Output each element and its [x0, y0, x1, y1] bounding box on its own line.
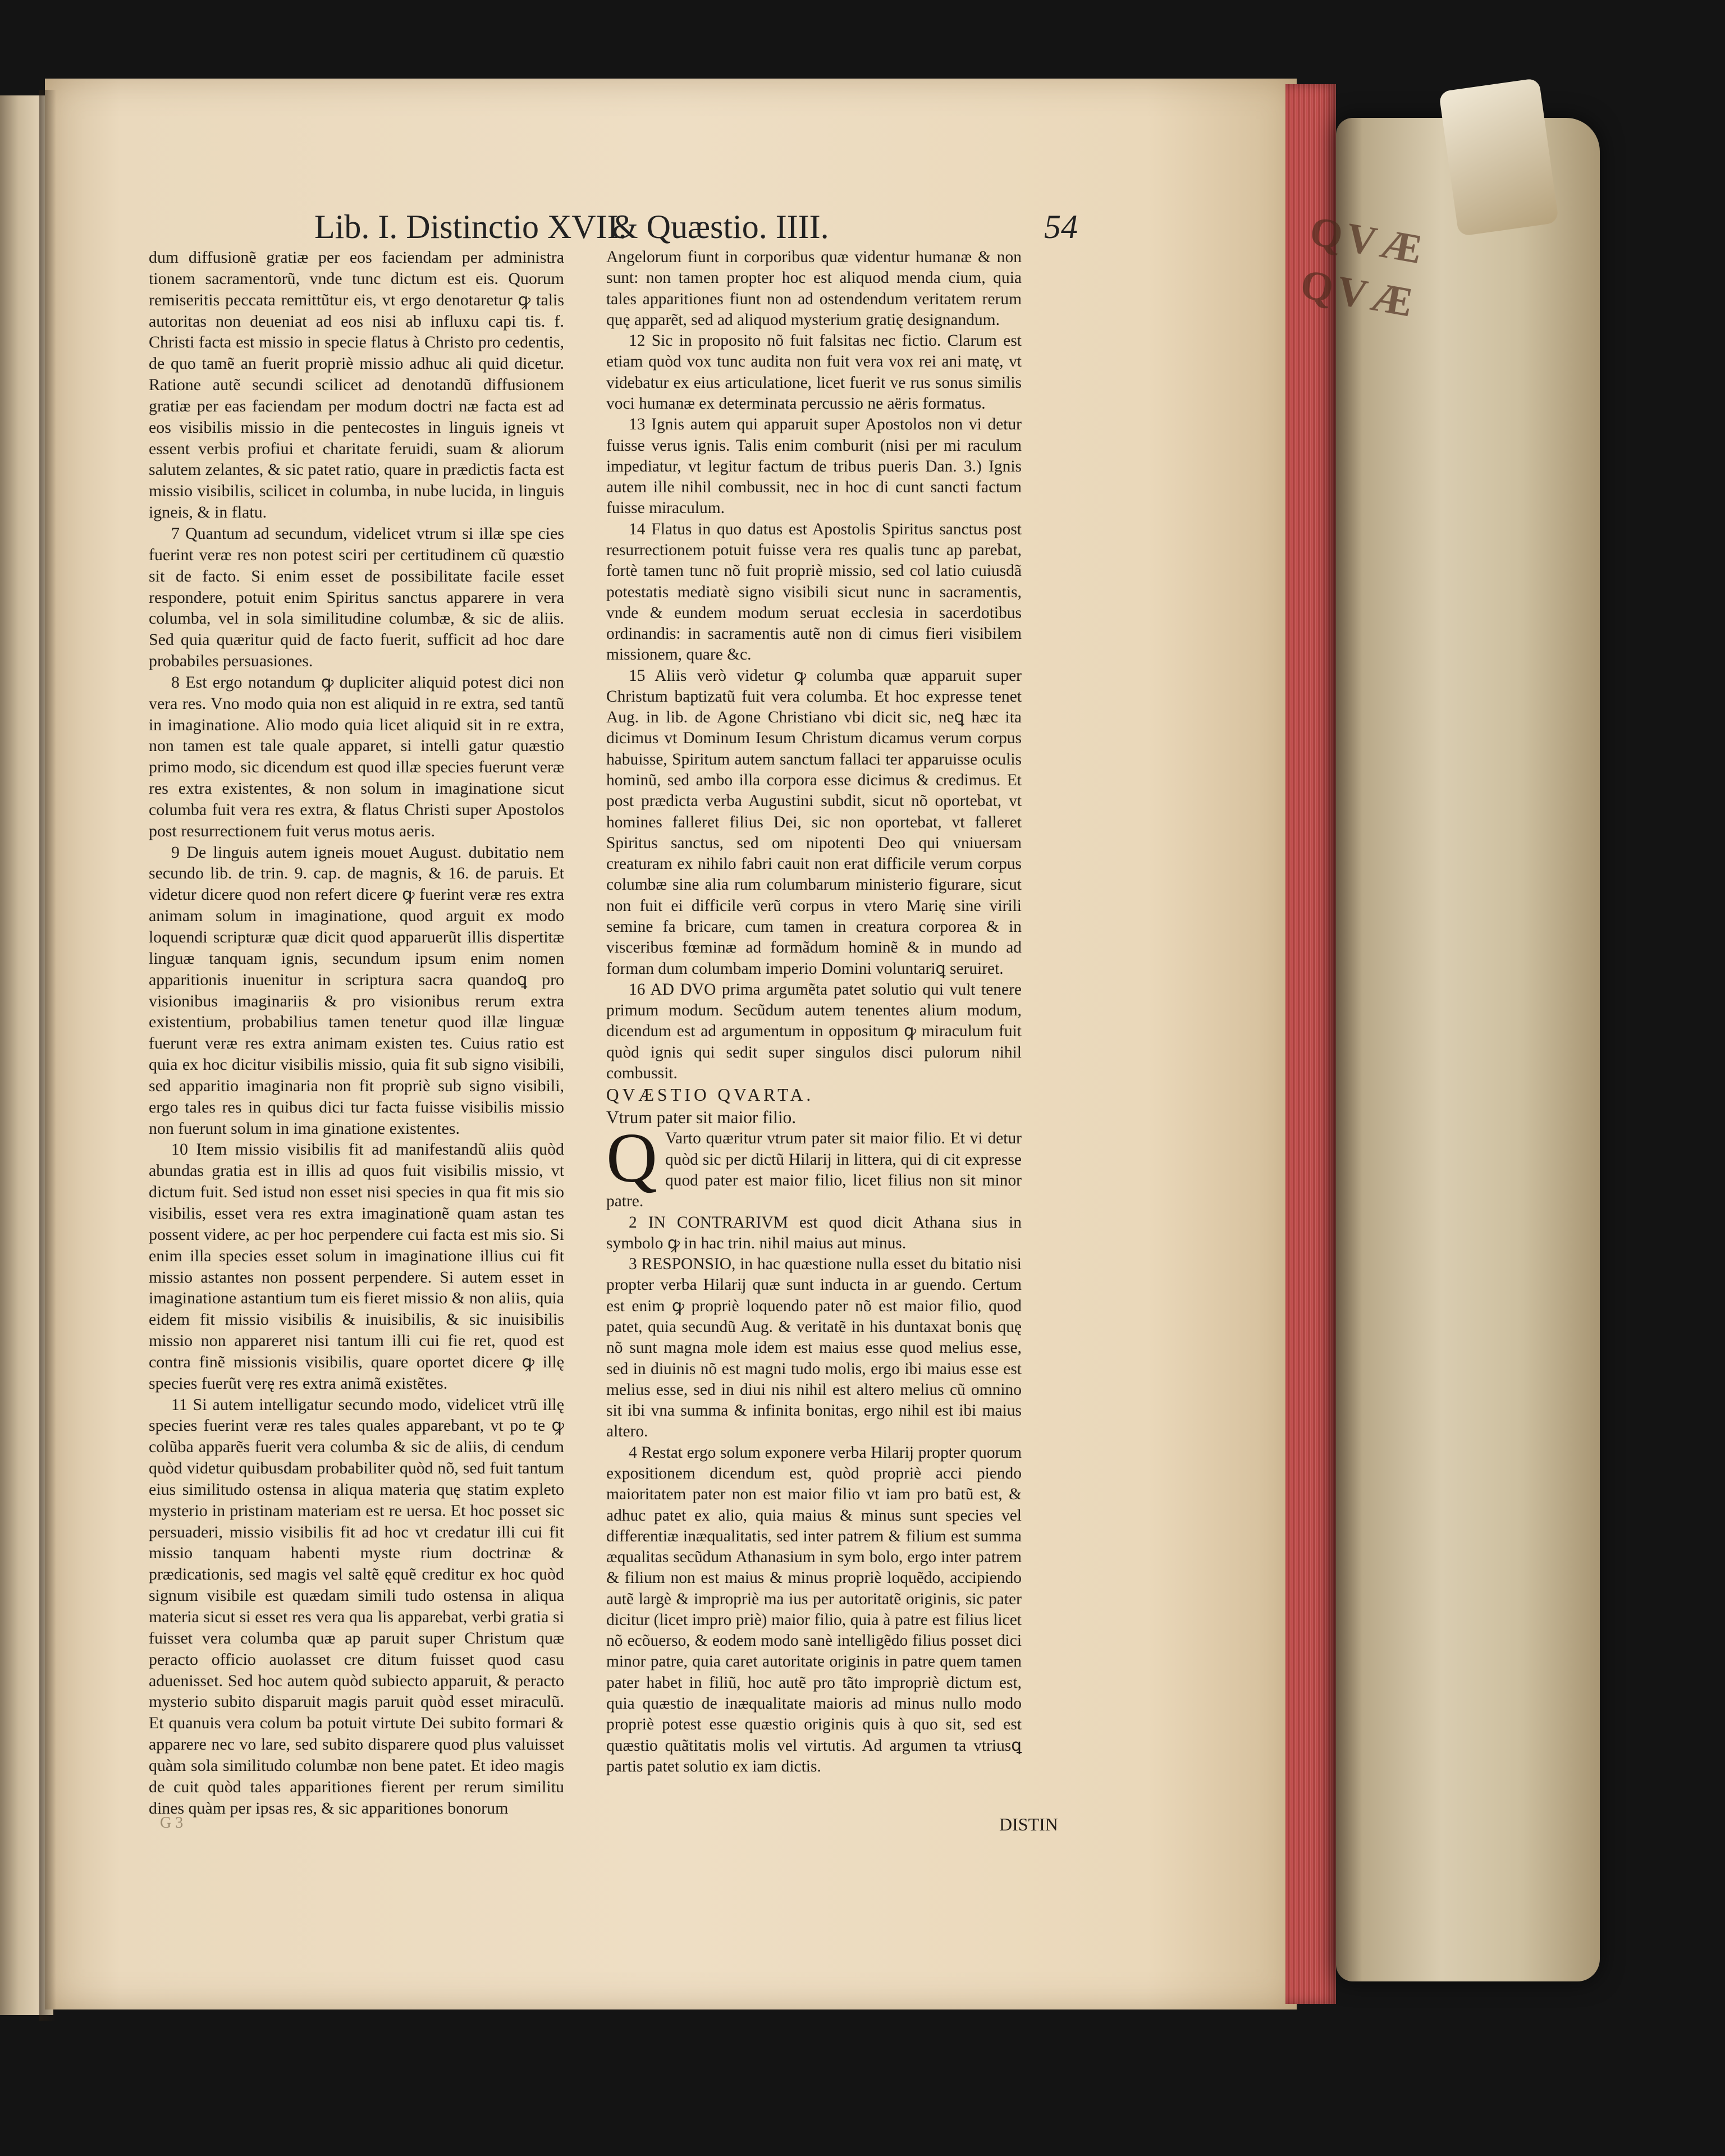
- paragraph: 2 IN CONTRARIVM est quod dicit Athana sius in symbolo ꝙ in hac trin. nihil maius aut minus.: [606, 1213, 1022, 1252]
- vellum-binding: [1336, 118, 1600, 1981]
- paragraph: 10 Item missio visibilis fit ad manifestandũ aliis quòd abundas gratia est in illis ad quos fuit visibilis missio, vt dictum fuit. Sed istud non esset nisi species in qua fit mis sio visibilis, esset vera res extra imaginationẽ quam astan tes possent videre, ac per hoc perpendere cui facta est mis sio. Si enim illa species esset solum in imaginatione illius cui fit missio astantes non possent perpendere. Si autem esset in imaginatione astantium tum eis fieret missio & non aliis, quia eidem fit missio visibilis & inuisibilis, & sic inuisibilis missio non appareret nisi tantum illi cui fie ret, quod est contra finẽ missionis visibilis, quare oportet dicere ꝙ illę species fuerũt verę res extra animã existẽtes.: [149, 1140, 564, 1393]
- question-subtitle: Vtrum pater sit maior filio.: [606, 1107, 797, 1127]
- drop-cap: Q: [606, 1119, 657, 1198]
- paragraph: 11 Si autem intelligatur secundo modo, videlicet vtrũ illę species fuerint veræ res tales quales apparebant, vt po te ꝙ colũba apparẽs fuerit vera columba & sic de aliis, di cendum quòd videtur quibusdam probabiliter quòd nõ, sed fuit tantum eius similitudo ostensa in aliqua materia quę statim expleto mysterio in pristinam materiam est re uersa. Et hoc posset sic persuaderi, missio visibilis fit ad hoc vt credatur illi cui fit missio tanquam habenti myste rium doctrinæ & prædicationis, sed magis vel saltẽ ęquẽ creditur ex hoc quòd signum visibile est quædam simili tudo ostensa in aliqua materia sicut si esset res vera qua lis apparebat, verbi gratia si fuisset vera columba quæ ap paruit super Christum quæ peracto officio auolasset cre ditum fuisset quod casu aduenisset. Sed hoc autem quòd subiecto apparuit, & peracto mysterio subito disparuit magis paruit quòd esset miraculũ. Et quanuis vera colum ba potuit virtute Dei subito formari & apparere nec vo lare, sed subito disparere quod plus valuisset quàm sola similitudo columbæ non bene patet. Et ideo magis de cuit quòd tales apparitiones fierent per rerum similitu dines quàm per ipsas res, & sic apparitiones bonorum: [149, 1395, 564, 1818]
- paragraph: 7 Quantum ad secundum, videlicet vtrum si illæ spe cies fuerint veræ res non potest sciri per certitudinem cũ quæstio sit de facto. Si enim esset de possibilitate facile esset respondere, potuit enim Spiritus sanctus apparere in vera columba, vel in sola similitudine columbæ, & sic de aliis. Sed quia quæritur quid de facto fuerit, sufficit ad hoc dare probabiles persuasiones.: [149, 524, 564, 671]
- paragraph: 4 Restat ergo solum exponere verba Hilarij propter quorum expositionem dicendum est, quòd propriè acci piendo maioritatem pater non est maior filio vt iam pro batũ est, & adhuc patet ex alio, quia maius & minus sunt species vel differentiæ inæqualitatis, sed inter patrem & filium est summa æqualitas secũdum Athanasium in sym bolo, ergo inter patrem & filium non est maius & minus propriè loquẽdo, accipiendo autẽ largè & impropriè ma ius per autoritatẽ originis, sic pater dicitur (licet impro priè) maior filio, quia à patre est filius licet nõ ecõuerso, & eodem modo sanè intelligẽdo filius posset dici minor patre, quia caret autoritate originis in patre quem tamen pater habet in filiũ, hoc autẽ pro tãto impropriè dictum est, quia quæstio de inæqualitate maioris ad minus nullo modo propriè potest esse quæstio originis quis à quo sit, sed est quæstio quãtitatis molis vel virtutis. Ad argumen ta vtriusꝗ partis patet solutio ex iam dictis.: [606, 1443, 1022, 1775]
- right-column: [606, 247, 1022, 1819]
- header-left-title: Lib. I. Distinctio XVII.: [314, 208, 627, 245]
- gutter-shadow: [39, 90, 56, 2021]
- paragraph: 3 RESPONSIO, in hac quæstione nulla esset du bitatio nisi propter verba Hilarij quæ sunt inducta in ar guendo. Certum est enim ꝙ propriè loquendo pater nõ est maior filio, quod patet, quia secundũ Aug. & veritatẽ in his duntaxat bonis quę nõ sunt magna mole idem est maius esse quod melius esse, sed in diuinis nõ est magni tudo molis, ergo ibi maius esse est melius esse, sed in diui nis nihil est altero melius cũ omnino sit ibi vna summa & infinita bonitas, ergo nihil est ibi maius altero.: [606, 1255, 1022, 1441]
- paragraph: 13 Ignis autem qui apparuit super Apostolos non vi detur fuisse verus ignis. Talis enim comburit (nisi per mi raculum impediatur, vt legitur factum de tribus pueris Dan. 3.) Ignis autem ille nihil combussit, nec in hoc di cunt sancti factum fuisse miraculum.: [606, 415, 1022, 518]
- catchword: DISTIN: [999, 1814, 1058, 1834]
- red-page-edges: [1285, 84, 1336, 2004]
- running-header: [314, 208, 1089, 253]
- paragraph: 15 Aliis verò videtur ꝙ columba quæ apparuit super Christum baptizatũ fuit vera columba. Et hoc expresse tenet Aug. in lib. de Agone Christiano vbi dicit sic, neꝗ hæc ita dicimus vt Dominum Iesum Christum dicamus verum corpus habuisse, Spiritum autem sanctum fallaci ter apparuisse oculis hominũ, sed ambo illa corpora esse dicimus & credimus. Et post prædicta verba Augustini subdit, sicut nõ oportebat, vt homines falleret filius Dei, sic non oportebat, vt falleret Spiritus sanctus, sed om nipotenti Deo qui vniuersam creaturam ex nihilo fabri cauit non erat difficile verum corpus columbæ sine alia rum columbarum ministerio figurare, sicut non fuit ei difficile verũ corpus in vtero Marię sine virili semine fa bricare, cum tamen in creatura corporea & in visceribus fœminæ ad formãdum hominẽ & in mundo ad forman dum columbam imperio Domini voluntariꝗ seruiret.: [606, 666, 1022, 978]
- spine-ink-label: QVÆ QVÆ: [1297, 208, 1430, 327]
- paragraph: 8 Est ergo notandum ꝙ dupliciter aliquid potest dici non vera res. Vno modo quia non est aliquid in re extra, sed tantũ in imaginatione. Alio modo quia licet aliquid sit in re extra, non tamen est tale quale apparet, si intelli gatur quæstio primo modo, sic dicendum est quod illæ species fuerunt veræ res extra existentes, & non solum in imaginatione sicut columba fuit vera res extra, & flatus Christi super Apostolos post resurrectionem fuit verus motus aeris.: [149, 672, 564, 840]
- question-title: QVÆSTIO QVARTA.: [606, 1085, 815, 1105]
- paragraph: 9 De linguis autem igneis mouet August. dubitatio nem secundo lib. de trin. 9. cap. de magnis, & 16. de paruis. Et videtur dicere quod non refert dicere ꝙ fuerint veræ res extra animam solum in imaginatione, quod arguit ex modo loquendi scripturæ quæ dicit quod apparuerũt illis dispertitæ linguæ tanquam ignis, secundum ipsum enim nomen apparitionis inuenitur in scriptura sacra quandoꝗ pro visionibus imaginariis & pro visionibus rerum extra existentium, probabilius tamen tenetur quod illæ linguæ fuerunt veræ res extra animam existen tes. Cuius ratio est quia ex hoc dicitur visibilis missio, quia fit sub signo visibili, sed apparitio imaginaria non fit propriè sub signo visibili, ergo tales res in quibus dici tur facta fuisse visibilis missio non fuerunt solum in ima ginatione existentes.: [149, 843, 564, 1138]
- left-column: [149, 247, 564, 1835]
- paragraph: 14 Flatus in quo datus est Apostolis Spiritus sanctus post resurrectionem potuit fuisse vera res qualis tunc ap parebat, fortè tamen tunc nõ fuit propriè missio, sed col latio cuiusdã potestatis mediatè signo visibili sicut nunc in sacramentis, vnde & eundem modum seruat ecclesia in sacerdotibus ordinandis: in sacramentis autẽ non di cimus fieri visibilem missionem, quare &c.: [606, 520, 1022, 664]
- page-number: 54: [1044, 208, 1078, 245]
- signature-mark: G 3: [160, 1814, 184, 1832]
- paragraph: 12 Sic in proposito nõ fuit falsitas nec fictio. Clarum est etiam quòd vox tunc audita non fuit vera vox rei ani matę, vt videbatur ex eius articulatione, licet fuerit ve rus sonus similis voci humanæ ex determinata percussio ne aëris formatus.: [606, 332, 1022, 413]
- paragraph-first: [606, 1119, 1022, 1212]
- paragraph: dum diffusionẽ gratiæ per eos faciendam per administra tionem sacramentorũ, vnde tunc dictum est eis. Quorum remiseritis peccata remittũtur eis, vt ergo denotaretur ꝙ talis autoritas non deueniat ad eos nisi ab influxu capi tis. f. Christi facta est missio in specie flatus à Christo pro cedentis, de quo tamẽ an fuerit propriè missio adhuc ali quid dicetur. Ratione autẽ secundi scilicet ad denotandũ diffusionem gratiæ per eas faciendam per modum doctri næ facta est ad eos visibilis missio in die pentecostes in linguis igneis vt essent verbis profiui et charitate feruidi, suam & aliorum salutem zelantes, & sic patet ratio, quare in prædictis facta est missio visibilis, scilicet in columba, in nube lucida, in linguis igneis, & in flatu.: [149, 248, 564, 522]
- paragraph-text: Varto quæritur vtrum pater sit maior filio. Et vi detur quòd sic per dictũ Hilarij in littera, qui di cit expresse quod pater est maior filio, licet filius non sit minor patre.: [606, 1129, 1022, 1211]
- vellum-corner: [1439, 78, 1559, 237]
- header-right-title: & Quæstio. IIII.: [612, 208, 829, 245]
- paragraph: Angelorum fiunt in corporibus quæ videntur humanæ & non sunt: non tamen propter hoc est aliquod menda cium, quia tales apparitiones fiunt non ad ostendendum veritatem rerum quę apparẽt, sed ad aliquod mysterium gratię designandum.: [606, 248, 1022, 329]
- paragraph: 16 AD DVO prima argumẽta patet solutio qui vult tenere primum modum. Secũdum autem tenentes alium modum, dicendum est ad argumentum in oppositum ꝙ miraculum fuit quòd ignis qui sedit super singulos disci pulorum nihil combussit.: [606, 980, 1022, 1082]
